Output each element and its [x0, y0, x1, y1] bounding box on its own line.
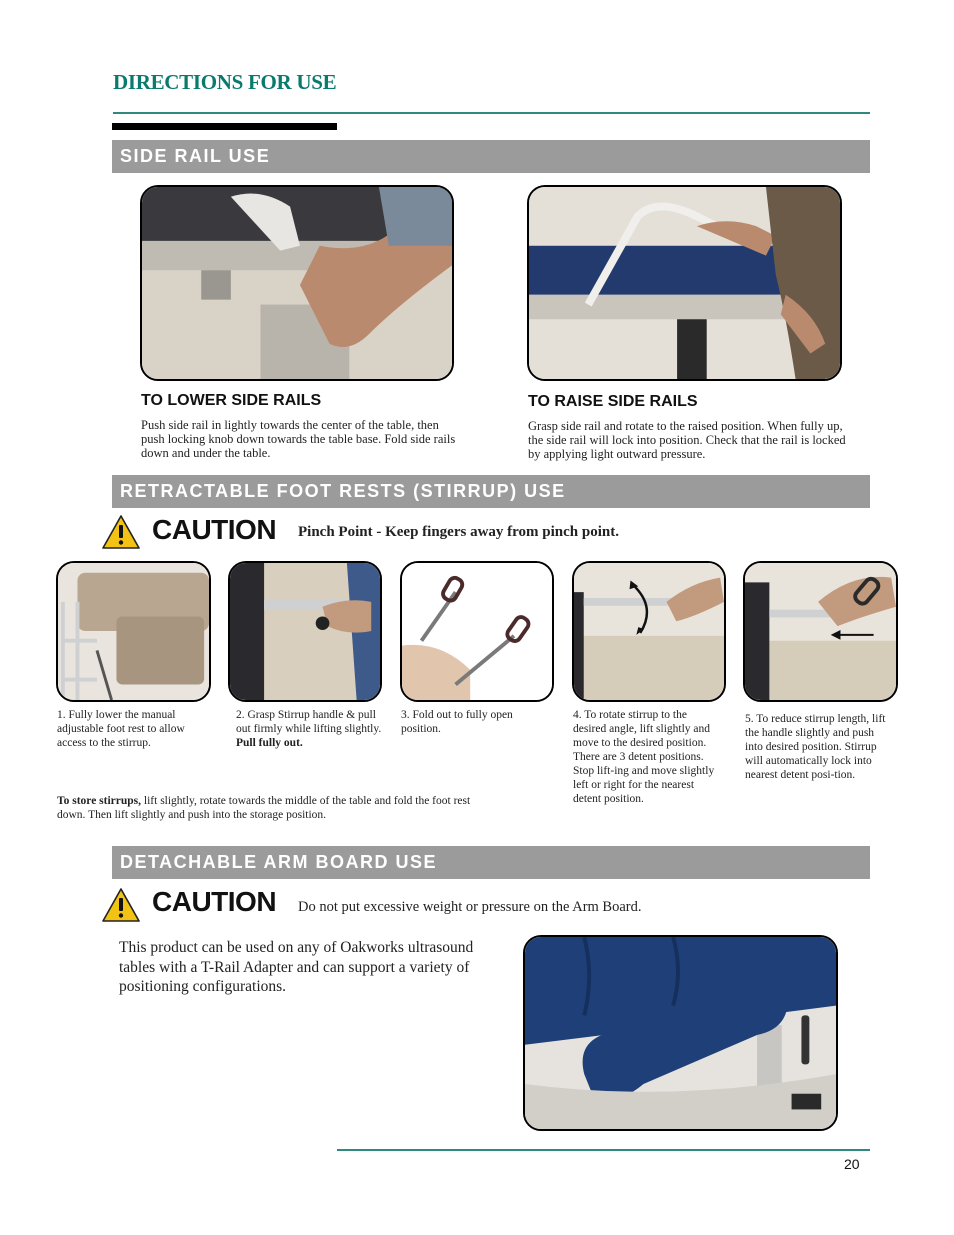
step-4-caption: 4. To rotate stirrup to the desired angle, lift slightly and move to the desired position. There are 3 detent positions. Stop lift-ing and move slightly left or right for the nearest detent position. [573, 709, 715, 805]
photo-step-3 [400, 561, 554, 702]
photo-step-5 [743, 561, 898, 702]
section-side-rail [112, 140, 870, 173]
header-rule [113, 112, 870, 114]
step-3-caption: 3. Fold out to fully open position. [401, 709, 513, 735]
store-stirrups-bold: To store stirrups, [57, 795, 142, 807]
raise-side-rails-heading: TO RAISE SIDE RAILS [528, 393, 698, 410]
section-foot-rests-label: RETRACTABLE FOOT RESTS (STIRRUP) USE [120, 481, 566, 501]
caution-pinch-text: Pinch Point - Keep fingers away from pinch point. [298, 524, 619, 540]
step-2-caption-text: 2. Grasp Stirrup handle & pull out firmly while lifting slightly. [236, 709, 382, 735]
warning-triangle-icon [101, 514, 141, 550]
page-title: DIRECTIONS FOR USE [113, 70, 337, 94]
photo-step-1 [56, 561, 211, 702]
store-stirrups-body: lift slightly, rotate towards the middle of the table and fold the foot rest down. Then lift slightly and push into the storage position. [57, 795, 471, 821]
arm-board-description: This product can be used on any of Oakworks ultrasound tables with a T-Rail Adapter and can support a variety of positioning configurations. [119, 939, 474, 995]
photo-arm-board [523, 935, 838, 1131]
caution-heading: CAUTION [152, 514, 277, 545]
photo-raise-side-rail [527, 185, 842, 381]
step-2-caption-bold: Pull fully out. [236, 737, 303, 749]
step-2-caption [236, 708, 386, 750]
footer-rule [337, 1149, 870, 1151]
caution-arm-board-text: Do not put excessive weight or pressure on the Arm Board. [298, 899, 642, 915]
header-black-bar [112, 123, 337, 130]
store-stirrups-text [57, 794, 497, 822]
section-arm-board-label: DETACHABLE ARM BOARD USE [120, 852, 437, 872]
lower-side-rails-heading: TO LOWER SIDE RAILS [141, 392, 322, 409]
section-foot-rests [112, 475, 870, 508]
section-side-rail-label: SIDE RAIL USE [120, 146, 271, 166]
raise-side-rails-text: Grasp side rail and rotate to the raised position. When fully up, the side rail will lock into position. Check that the rail is locked by applying light outward pressure. [528, 419, 846, 461]
caution-heading: CAUTION [152, 886, 277, 917]
step-5-caption: 5. To reduce stirrup length, lift the handle slightly and push into desired position. Stirrup will automatically lock into nearest detent posi-tion. [745, 713, 886, 781]
photo-step-4 [572, 561, 726, 702]
section-arm-board [112, 846, 870, 879]
warning-triangle-icon [101, 887, 141, 923]
step-1-caption: 1. Fully lower the manual adjustable foot rest to allow access to the stirrup. [57, 709, 185, 749]
page-number: 20 [844, 1156, 860, 1172]
lower-side-rails-text: Push side rail in lightly towards the center of the table, then push locking knob down towards the table base. Fold side rails down and under the table. [141, 418, 456, 460]
photo-step-2 [228, 561, 382, 702]
photo-lower-side-rail [140, 185, 454, 381]
